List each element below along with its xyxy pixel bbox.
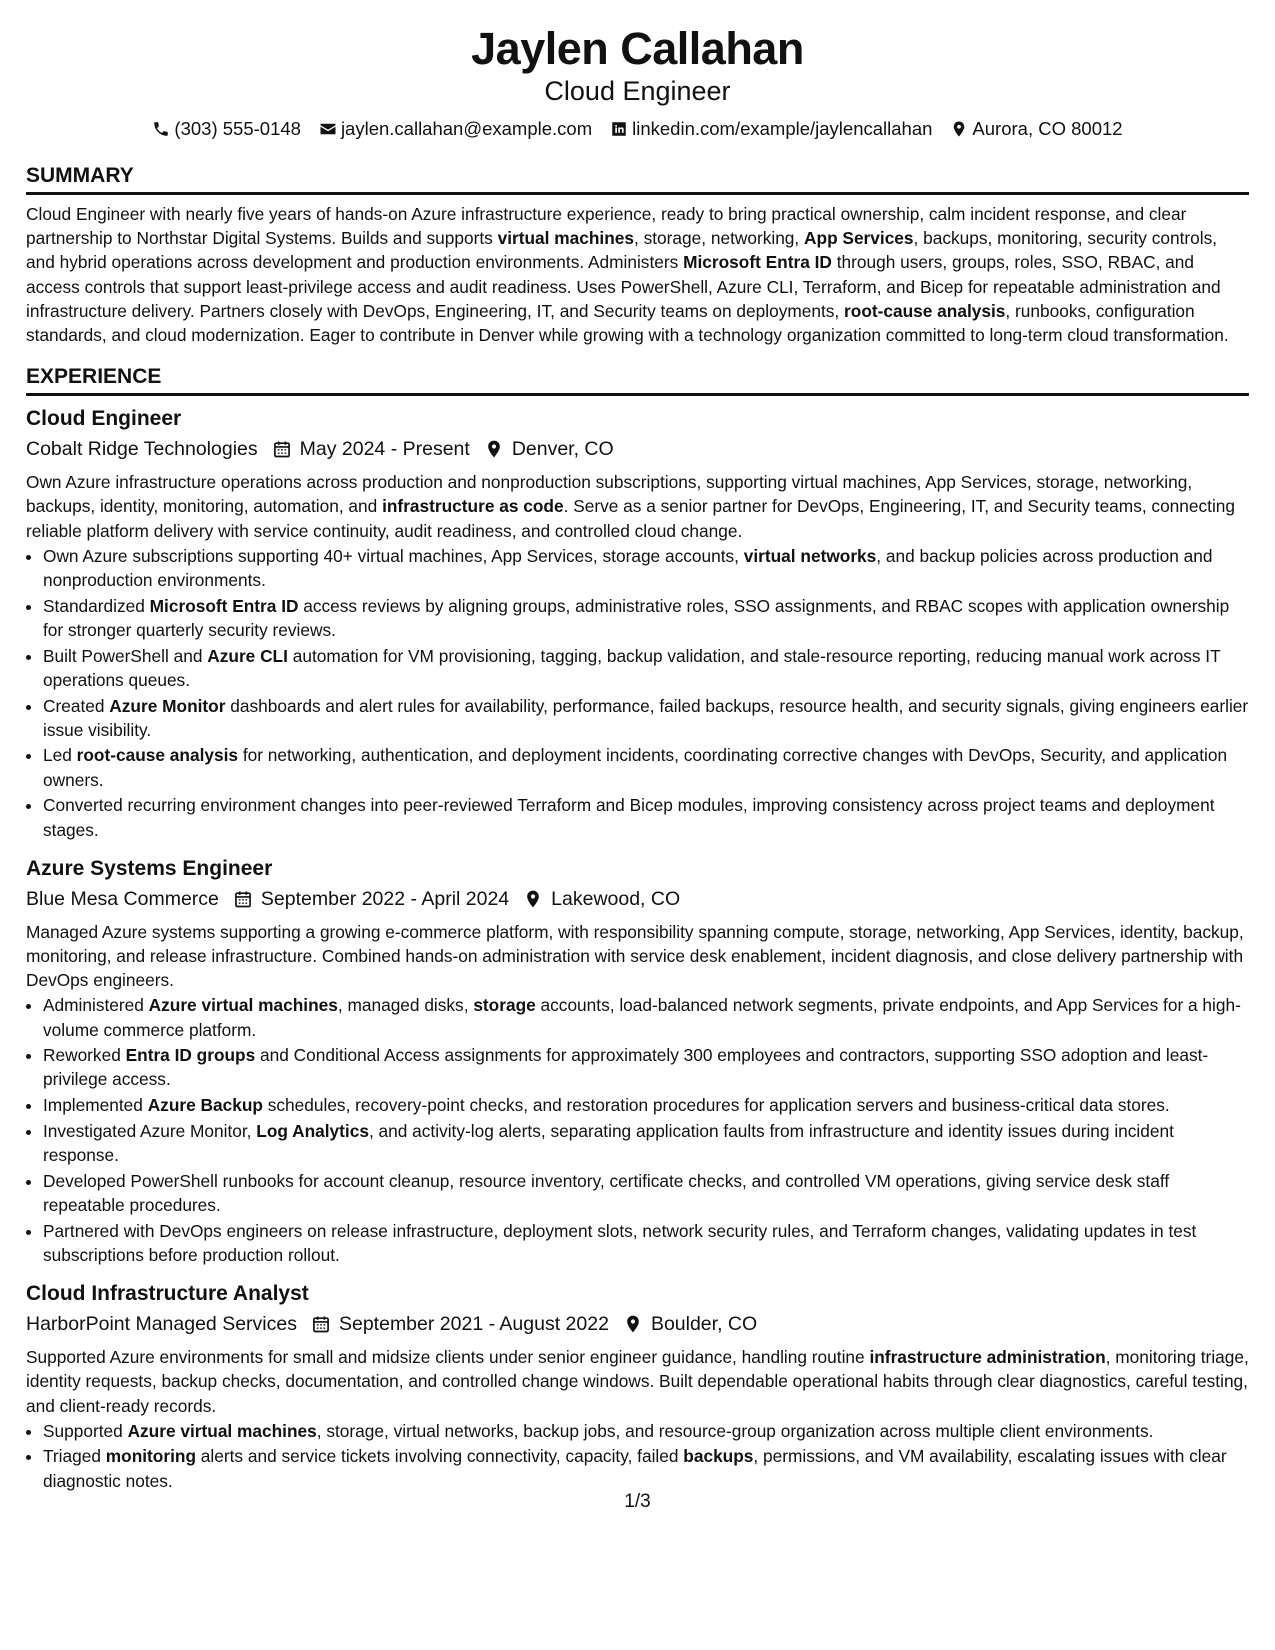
job-title: Cloud Engineer [26, 407, 182, 431]
resume-header [26, 22, 1249, 142]
bullet-item: • Investigated Azure Monitor, Log Analytics, and activity-log alerts, separating application faults from infrastructure and identity issues during incident response. [43, 1119, 1249, 1167]
job-location: Boulder, CO [650, 1313, 758, 1336]
bullet-item: • Supported Azure virtual machines, storage, virtual networks, backup jobs, and resource-group organization across multiple client environments. [43, 1419, 1249, 1443]
job-dates: September 2021 - August 2022 [338, 1313, 609, 1336]
job-entry [26, 1279, 1249, 1493]
map-pin-icon [523, 889, 543, 909]
calendar-icon [311, 1314, 331, 1334]
bullet-item: • Triaged monitoring alerts and service tickets involving connectivity, capacity, failed backups, permissions, and VM availability, escalating issues with clear diagnostic notes. [43, 1444, 1249, 1492]
contact-location [950, 116, 1122, 142]
experience-list [26, 404, 1249, 1493]
linkedin-icon [610, 120, 628, 138]
contact-phone [152, 116, 301, 142]
bullet-item: • Built PowerShell and Azure CLI automation for VM provisioning, tagging, backup validation, and stale-resource reporting, reducing manual work across IT operations queues. [43, 644, 1249, 692]
location-text: Aurora, CO 80012 [972, 118, 1123, 139]
map-pin-icon [623, 1314, 643, 1334]
job-company: Blue Mesa Commerce [26, 887, 219, 910]
candidate-title: Cloud Engineer [544, 76, 731, 106]
job-location: Lakewood, CO [551, 887, 681, 910]
resume-page [26, 0, 1249, 1650]
map-pin-icon [484, 439, 504, 459]
linkedin-text[interactable]: linkedin.com/example/jaylencallahan [632, 118, 933, 139]
bullet-item: • Administered Azure virtual machines, managed disks, storage accounts, load-balanced network segments, private endpoints, and App Services for a high-volume commerce platform. [43, 993, 1249, 1041]
bullet-item: • Partnered with DevOps engineers on release infrastructure, deployment slots, network security rules, and Terraform changes, validating updates in test subscriptions before production rollout. [43, 1219, 1249, 1267]
job-meta [26, 884, 1249, 914]
summary-heading: SUMMARY [26, 162, 1249, 195]
email-text[interactable]: jaylen.callahan@example.com [340, 118, 593, 139]
page-number: 1/3 [624, 1491, 651, 1512]
contact-bar [26, 116, 1249, 142]
job-bullets [26, 544, 1249, 842]
phone-icon [152, 120, 170, 138]
job-description: Managed Azure systems supporting a growing e-commerce platform, with responsibility spanning compute, storage, networking, App Services, identity, backup, monitoring, and release infrastructure. Combined hands-on administration with service desk enablement, incident diagnosis, and close delivery partnership with DevOps engineers. [26, 921, 1244, 991]
envelope-icon [319, 120, 337, 138]
bullet-item: • Own Azure subscriptions supporting 40+ virtual machines, App Services, storage accounts, virtual networks, and backup policies across production and nonproduction environments. [43, 544, 1249, 592]
job-title: Azure Systems Engineer [26, 856, 273, 880]
job-bullets [26, 993, 1249, 1267]
bullet-item: • Implemented Azure Backup schedules, recovery-point checks, and restoration procedures for application servers and business-critical data stores. [43, 1093, 1249, 1117]
job-description: Own Azure infrastructure operations across production and nonproduction subscriptions, supporting virtual machines, App Services, storage, networking, backups, identity, monitoring, automation, and infrastructure as code. Serve as a senior partner for DevOps, Engineering, IT, and Security teams, connecting reliable platform delivery with service continuity, audit readiness, and controlled cloud change. [26, 472, 1236, 541]
job-dates: September 2022 - April 2024 [260, 887, 510, 910]
job-description: Supported Azure environments for small and midsize clients under senior engineer guidance, handling routine infrastructure administration, monitoring triage, identity requests, backup checks, documentation, and controlled change windows. Built dependable operational habits through clear diagnostics, careful testing, and client-ready records. [26, 1347, 1249, 1416]
job-entry [26, 854, 1249, 1267]
calendar-icon [272, 439, 292, 459]
bullet-item: • Created Azure Monitor dashboards and alert rules for availability, performance, failed backups, resource health, and security signals, giving engineers earlier issue visibility. [43, 694, 1249, 742]
experience-heading: EXPERIENCE [26, 363, 1249, 396]
bullet-item: • Standardized Microsoft Entra ID access reviews by aligning groups, administrative roles, SSO assignments, and RBAC scopes with application ownership for stronger quarterly security reviews. [43, 594, 1249, 642]
bullet-item: • Developed PowerShell runbooks for account cleanup, resource inventory, certificate checks, and controlled VM operations, giving service desk staff repeatable procedures. [43, 1169, 1249, 1217]
job-company: HarborPoint Managed Services [26, 1313, 297, 1336]
job-meta [26, 434, 1249, 464]
phone-text: (303) 555-0148 [174, 118, 301, 139]
map-pin-icon [950, 120, 968, 138]
job-meta [26, 1309, 1249, 1339]
job-entry [26, 404, 1249, 842]
calendar-icon [233, 889, 253, 909]
job-company: Cobalt Ridge Technologies [26, 438, 258, 461]
bullet-item: • Converted recurring environment changes into peer-reviewed Terraform and Bicep modules, improving consistency across project teams and deployment stages. [43, 793, 1249, 841]
candidate-name: Jaylen Callahan [471, 23, 804, 74]
summary-text: Cloud Engineer with nearly five years of hands-on Azure infrastructure experience, ready to bring practical ownership, calm incident response, and clear partnership to Northstar Digital Systems. Builds and supports virtual machines, storage, networking, App Services, backups, monitoring, security controls, and hybrid operations across development and production environments. Administers Microsoft Entra ID through users, groups, roles, SSO, RBAC, and access controls that support least-privilege access and audit readiness. Uses PowerShell, Azure CLI, Terraform, and Bicep for repeatable administration and infrastructure delivery. Partners closely with DevOps, Engineering, IT, and Security teams on deployments, root-cause analysis, runbooks, configuration standards, and cloud modernization. Eager to contribute in Denver while growing with a technology organization committed to long-term cloud transformation. [26, 204, 1229, 346]
contact-linkedin[interactable] [610, 116, 932, 142]
job-bullets [26, 1419, 1249, 1493]
job-location: Denver, CO [511, 438, 614, 461]
job-dates: May 2024 - Present [299, 438, 470, 461]
contact-email[interactable] [319, 116, 592, 142]
job-title: Cloud Infrastructure Analyst [26, 1282, 309, 1306]
bullet-item: • Reworked Entra ID groups and Conditional Access assignments for approximately 300 employees and contractors, supporting SSO adoption and least-privilege access. [43, 1043, 1249, 1091]
bullet-item: • Led root-cause analysis for networking, authentication, and deployment incidents, coordinating corrective changes with DevOps, Security, and application owners. [43, 743, 1249, 791]
